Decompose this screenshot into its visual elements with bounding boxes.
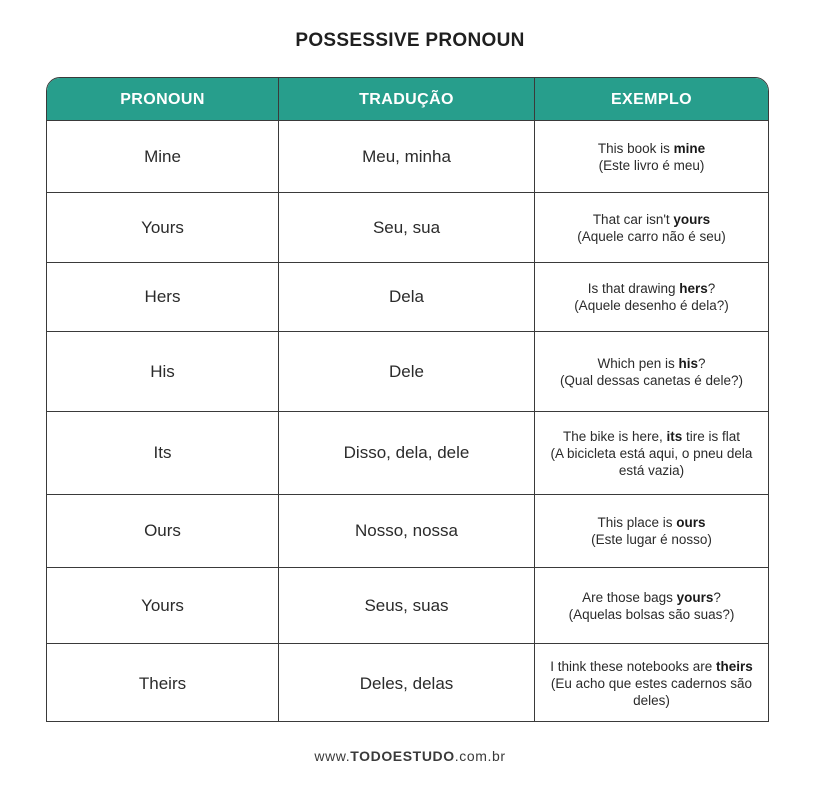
page-title: POSSESSIVE PRONOUN [295, 30, 525, 51]
table-row [47, 193, 768, 263]
example-highlight: yours [673, 211, 711, 227]
example-highlight: its [666, 428, 683, 444]
table-row [47, 568, 768, 644]
exemplo-cell [535, 332, 768, 411]
traducao-cell: Seu, sua [372, 217, 441, 237]
table-row [47, 412, 768, 495]
example-translation: (Qual dessas canetas é dele?) [559, 372, 744, 388]
table-row [47, 644, 768, 722]
example-highlight: mine [673, 140, 706, 156]
column-divider [278, 78, 279, 722]
example-text-end: ? [698, 355, 706, 371]
pronoun-cell: Yours [141, 595, 184, 615]
example-text: Is that drawing [587, 281, 680, 296]
table-header [47, 78, 768, 121]
example-text-end: tire is flat [682, 428, 741, 444]
exemplo-cell [535, 193, 768, 262]
example-text-end: ? [707, 281, 716, 296]
example-text: Which pen is [597, 355, 679, 371]
example-text: That car isn't [592, 211, 674, 227]
example-text: This place is [597, 515, 677, 530]
example-text: The bike is here, [562, 428, 667, 444]
traducao-cell: Disso, dela, dele [343, 443, 470, 462]
example-text: Are those bags [582, 589, 677, 605]
exemplo-cell [535, 495, 768, 567]
example-translation: (Este lugar é nosso) [591, 532, 712, 547]
exemplo-cell [535, 121, 768, 192]
column-header-pronoun: PRONOUN [120, 91, 205, 108]
example-text: This book is [597, 140, 674, 156]
example-highlight: yours [676, 589, 714, 605]
pronoun-cell: Hers [144, 287, 181, 306]
traducao-cell: Seus, suas [364, 595, 449, 615]
footer-url [0, 748, 820, 764]
traducao-cell: Nosso, nossa [355, 521, 458, 540]
footer-brand: TODOESTUDO [350, 748, 455, 764]
pronoun-cell: Ours [144, 521, 181, 540]
pronoun-cell: His [150, 361, 175, 381]
example-text: I think these notebooks are [550, 659, 717, 674]
exemplo-cell [535, 568, 768, 643]
example-translation: (Eu acho que estes cadernos são deles) [550, 676, 753, 708]
example-translation: (Este livro é meu) [598, 157, 705, 173]
table-row [47, 332, 768, 412]
pronoun-cell: Mine [144, 146, 181, 166]
traducao-cell: Dela [389, 287, 424, 306]
pronoun-cell: Its [153, 443, 172, 462]
example-highlight: ours [676, 515, 706, 530]
table-row [47, 263, 768, 332]
example-translation: (Aquele carro não é seu) [577, 228, 726, 244]
column-header-exemplo: EXEMPLO [610, 91, 693, 108]
pronoun-cell: Yours [141, 217, 184, 237]
pronoun-table [46, 77, 769, 722]
example-translation: (Aquele desenho é dela?) [574, 298, 729, 313]
example-translation: (Aquelas bolsas são suas?) [568, 606, 735, 622]
exemplo-cell [535, 263, 768, 331]
traducao-cell: Deles, delas [359, 673, 454, 693]
exemplo-cell [535, 412, 768, 494]
example-translation: (A bicicleta está aqui, o pneu dela está vazia) [550, 445, 753, 478]
column-divider [534, 78, 535, 722]
example-highlight: theirs [716, 659, 753, 674]
column-header-traducao: TRADUÇÃO [359, 91, 454, 108]
example-text-end: ? [713, 589, 721, 605]
footer-prefix: www. [314, 748, 351, 764]
example-highlight: his [678, 355, 699, 371]
table-row [47, 121, 768, 193]
exemplo-cell [535, 644, 768, 722]
table-row [47, 495, 768, 568]
traducao-cell: Meu, minha [362, 146, 451, 166]
traducao-cell: Dele [389, 361, 424, 381]
example-highlight: hers [679, 281, 708, 296]
pronoun-cell: Theirs [138, 673, 187, 693]
footer-suffix: .com.br [454, 748, 506, 764]
